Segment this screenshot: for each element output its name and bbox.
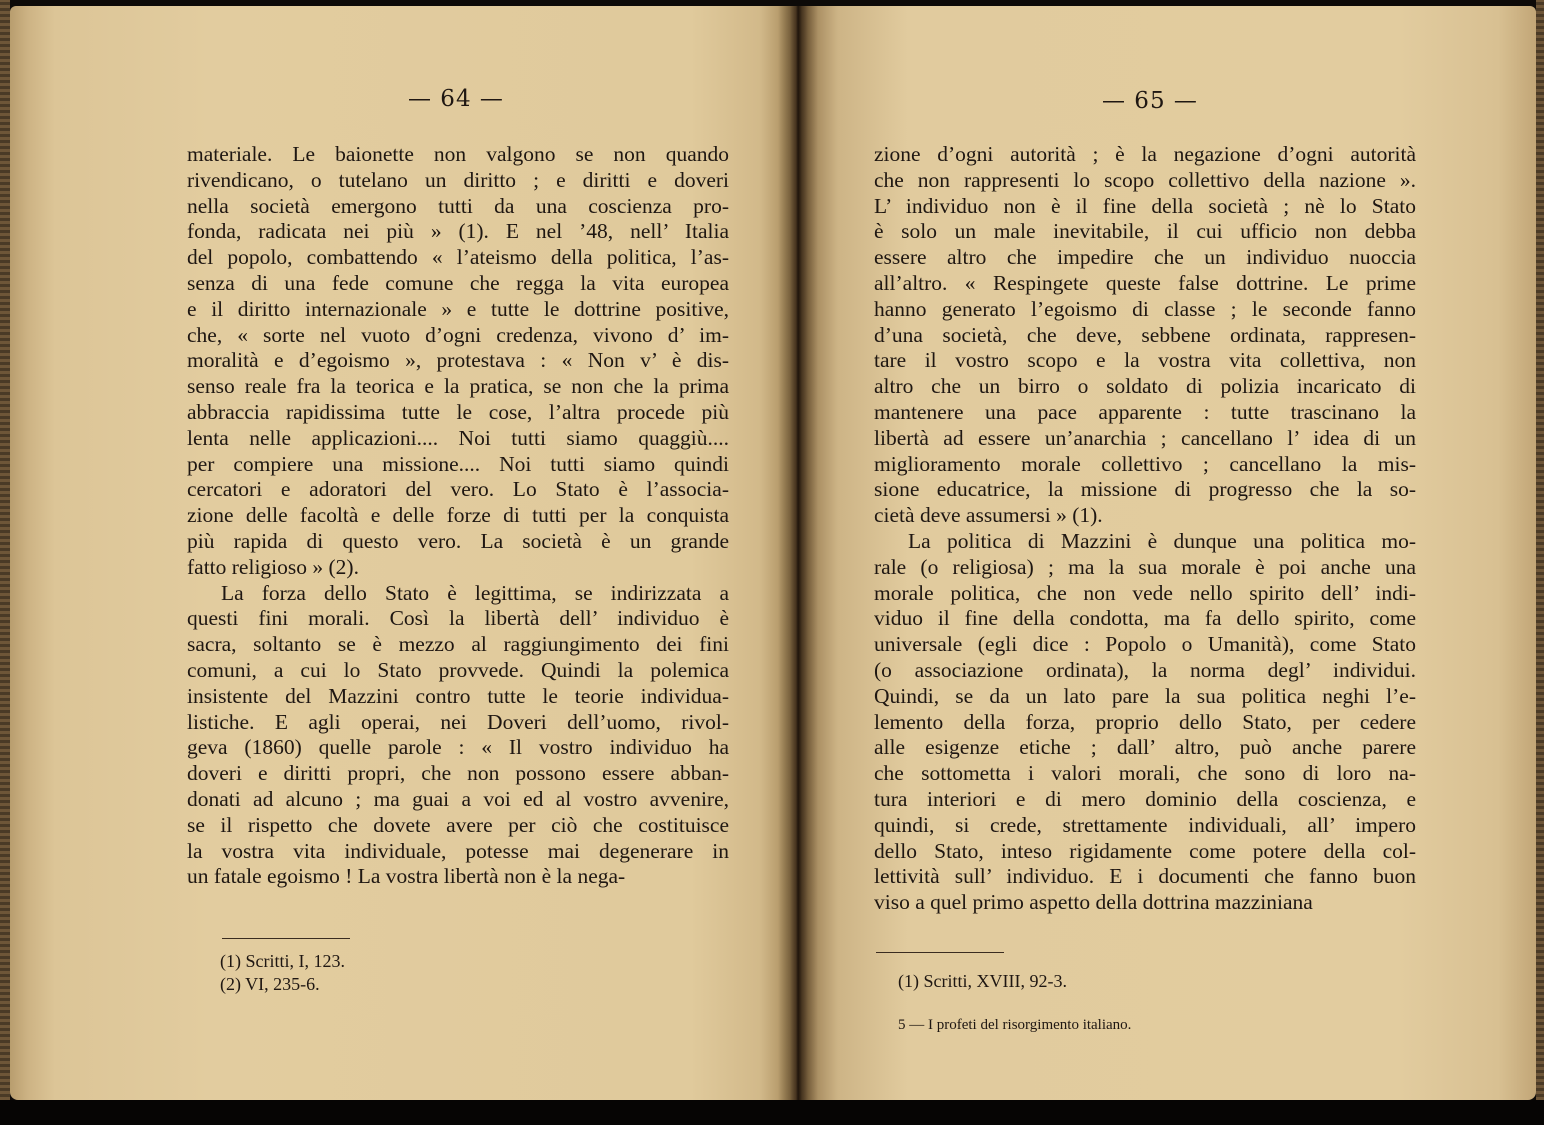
text-line: del popolo, combattendo « l’ateismo della politica, l’as- xyxy=(187,245,729,270)
text-line: alle esigenze etiche ; dall’ altro, può anche parere xyxy=(874,735,1416,760)
page-number-left: — 64 — xyxy=(408,86,504,112)
text-line: cietà deve assumersi » (1). xyxy=(874,503,1103,528)
signature-line: 5 — I profeti del risorgimento italiano. xyxy=(898,1017,1132,1033)
text-line: essere altro che impedire che un individuo nuoccia xyxy=(874,245,1416,270)
text-line: rivendicano, o tutelano un diritto ; e diritti e doveri xyxy=(187,167,729,192)
text-line: zione delle facoltà e delle forze di tutti per la conquista xyxy=(187,503,729,528)
text-line: L’ individuo non è il fine della società ; nè lo Stato xyxy=(874,193,1416,218)
footnote-rule-left xyxy=(222,938,350,939)
page-number-right: — 65 — xyxy=(1102,88,1198,114)
right-page-edges xyxy=(1536,0,1544,1100)
text-line: mantenere una pace apparente : tutte trascinano la xyxy=(874,399,1416,424)
text-line: più rapida di questo vero. La società è un grande xyxy=(187,528,729,553)
text-line: La forza dello Stato è legittima, se indirizzata a xyxy=(221,580,729,605)
text-line: altro che un birro o soldato di polizia incaricato di xyxy=(874,374,1416,399)
text-line: è solo un male inevitabile, il cui ufficio non debba xyxy=(874,219,1416,244)
text-line: quindi, si crede, strettamente individuali, all’ impero xyxy=(874,812,1416,837)
text-line: listiche. E agli operai, nei Doveri dell’uomo, rivol- xyxy=(187,709,729,734)
left-body-text xyxy=(187,142,729,890)
footnote: (2) VI, 235-6. xyxy=(220,974,320,994)
text-line: sacra, soltanto se è mezzo al raggiungimento dei fini xyxy=(187,632,729,657)
text-line: hanno generato l’egoismo di classe ; le seconde fanno xyxy=(874,296,1416,321)
left-page-edges xyxy=(0,0,10,1100)
text-line: (o associazione ordinata), la norma degl’ individui. xyxy=(874,657,1416,682)
text-line: cercatori e adoratori del vero. Lo Stato è l’associa- xyxy=(187,477,729,502)
footnote: (1) Scritti, XVIII, 92-3. xyxy=(898,971,1067,991)
text-line: morale politica, che non vede nello spirito dell’ indi- xyxy=(874,580,1416,605)
text-line: donati ad alcuno ; ma guai a voi ed al vostro avvenire, xyxy=(187,786,729,811)
text-line: tare il vostro scopo e la vostra vita collettiva, non xyxy=(874,348,1416,373)
text-line: all’altro. « Respingete queste false dottrine. Le prime xyxy=(874,270,1416,295)
text-line: fatto religioso » (2). xyxy=(187,554,359,579)
text-line: moralità e d’egoismo », protestava : « Non v’ è dis- xyxy=(187,348,729,373)
text-line: Quindi, se da un lato pare la sua politica neghi l’e- xyxy=(874,683,1416,708)
text-line: La politica di Mazzini è dunque una politica mo- xyxy=(908,528,1416,553)
text-line: fonda, radicata nei più » (1). E nel ’48, nell’ Italia xyxy=(187,219,729,244)
background-bottom xyxy=(0,1100,1544,1125)
right-body-text xyxy=(874,142,1416,916)
text-line: lenta nelle applicazioni.... Noi tutti siamo quaggiù.... xyxy=(187,425,729,450)
text-line: la vostra vita individuale, potesse mai degenerare in xyxy=(187,838,729,863)
text-line: lemento della forza, proprio dello Stato, per cedere xyxy=(874,709,1416,734)
text-line: abbraccia rapidissima tutte le cose, l’altra procede più xyxy=(187,399,729,424)
text-line: universale (egli dice : Popolo o Umanità), come Stato xyxy=(874,632,1416,657)
text-line: insistente del Mazzini contro tutte le teorie individua- xyxy=(187,683,729,708)
text-line: se il rispetto che dovete avere per ciò che costituisce xyxy=(187,812,729,837)
text-line: dello Stato, inteso rigidamente come potere della col- xyxy=(874,838,1416,863)
text-line: che non rappresenti lo scopo collettivo della nazione ». xyxy=(874,167,1416,192)
right-page xyxy=(798,6,1536,1100)
text-line: miglioramento morale collettivo ; cancellano la mis- xyxy=(874,451,1416,476)
text-line: d’una società, che deve, sebbene ordinata, rappresen- xyxy=(874,322,1416,347)
text-line: lettività sull’ individuo. E i documenti che fanno buon xyxy=(874,864,1416,889)
text-line: doveri e diritti propri, che non possono essere abban- xyxy=(187,761,729,786)
text-line: senza di una fede comune che regga la vita europea xyxy=(187,270,729,295)
text-line: materiale. Le baionette non valgono se non quando xyxy=(187,142,729,166)
footnote-rule-right xyxy=(876,952,1004,953)
text-line: viduo il fine della condotta, ma fa dello spirito, come xyxy=(874,606,1416,631)
text-line: libertà ad essere un’anarchia ; cancellano l’ idea di un xyxy=(874,425,1416,450)
left-page xyxy=(10,6,798,1100)
text-line: rale (o religiosa) ; ma la sua morale è poi anche una xyxy=(874,554,1416,579)
text-line: geva (1860) quelle parole : « Il vostro individuo ha xyxy=(187,735,729,760)
text-line: sione educatrice, la missione di progresso che la so- xyxy=(874,477,1416,502)
text-line: tura interiori e di mero dominio della coscienza, e xyxy=(874,786,1416,811)
text-line: un fatale egoismo ! La vostra libertà non è la nega- xyxy=(187,864,626,889)
text-line: nella società emergono tutti da una coscienza pro- xyxy=(187,193,729,218)
text-line: per compiere una missione.... Noi tutti siamo quindi xyxy=(187,451,729,476)
text-line: che, « sorte nel vuoto d’ogni credenza, vivono d’ im- xyxy=(187,322,729,347)
text-line: e il diritto internazionale » e tutte le dottrine positive, xyxy=(187,296,729,321)
text-line: questi fini morali. Così la libertà dell’ individuo è xyxy=(187,606,729,631)
text-line: che sottometta i valori morali, che sono di loro na- xyxy=(874,761,1416,786)
footnote: (1) Scritti, I, 123. xyxy=(220,951,345,971)
footnotes-left xyxy=(220,950,345,996)
text-line: zione d’ogni autorità ; è la negazione d’ogni autorità xyxy=(874,142,1416,166)
text-line: senso reale fra la teorica e la pratica, se non che la prima xyxy=(187,374,729,399)
footnotes-right xyxy=(898,970,1067,993)
text-line: viso a quel primo aspetto della dottrina mazziniana xyxy=(874,890,1313,915)
text-line: comuni, a cui lo Stato provvede. Quindi la polemica xyxy=(187,657,729,682)
